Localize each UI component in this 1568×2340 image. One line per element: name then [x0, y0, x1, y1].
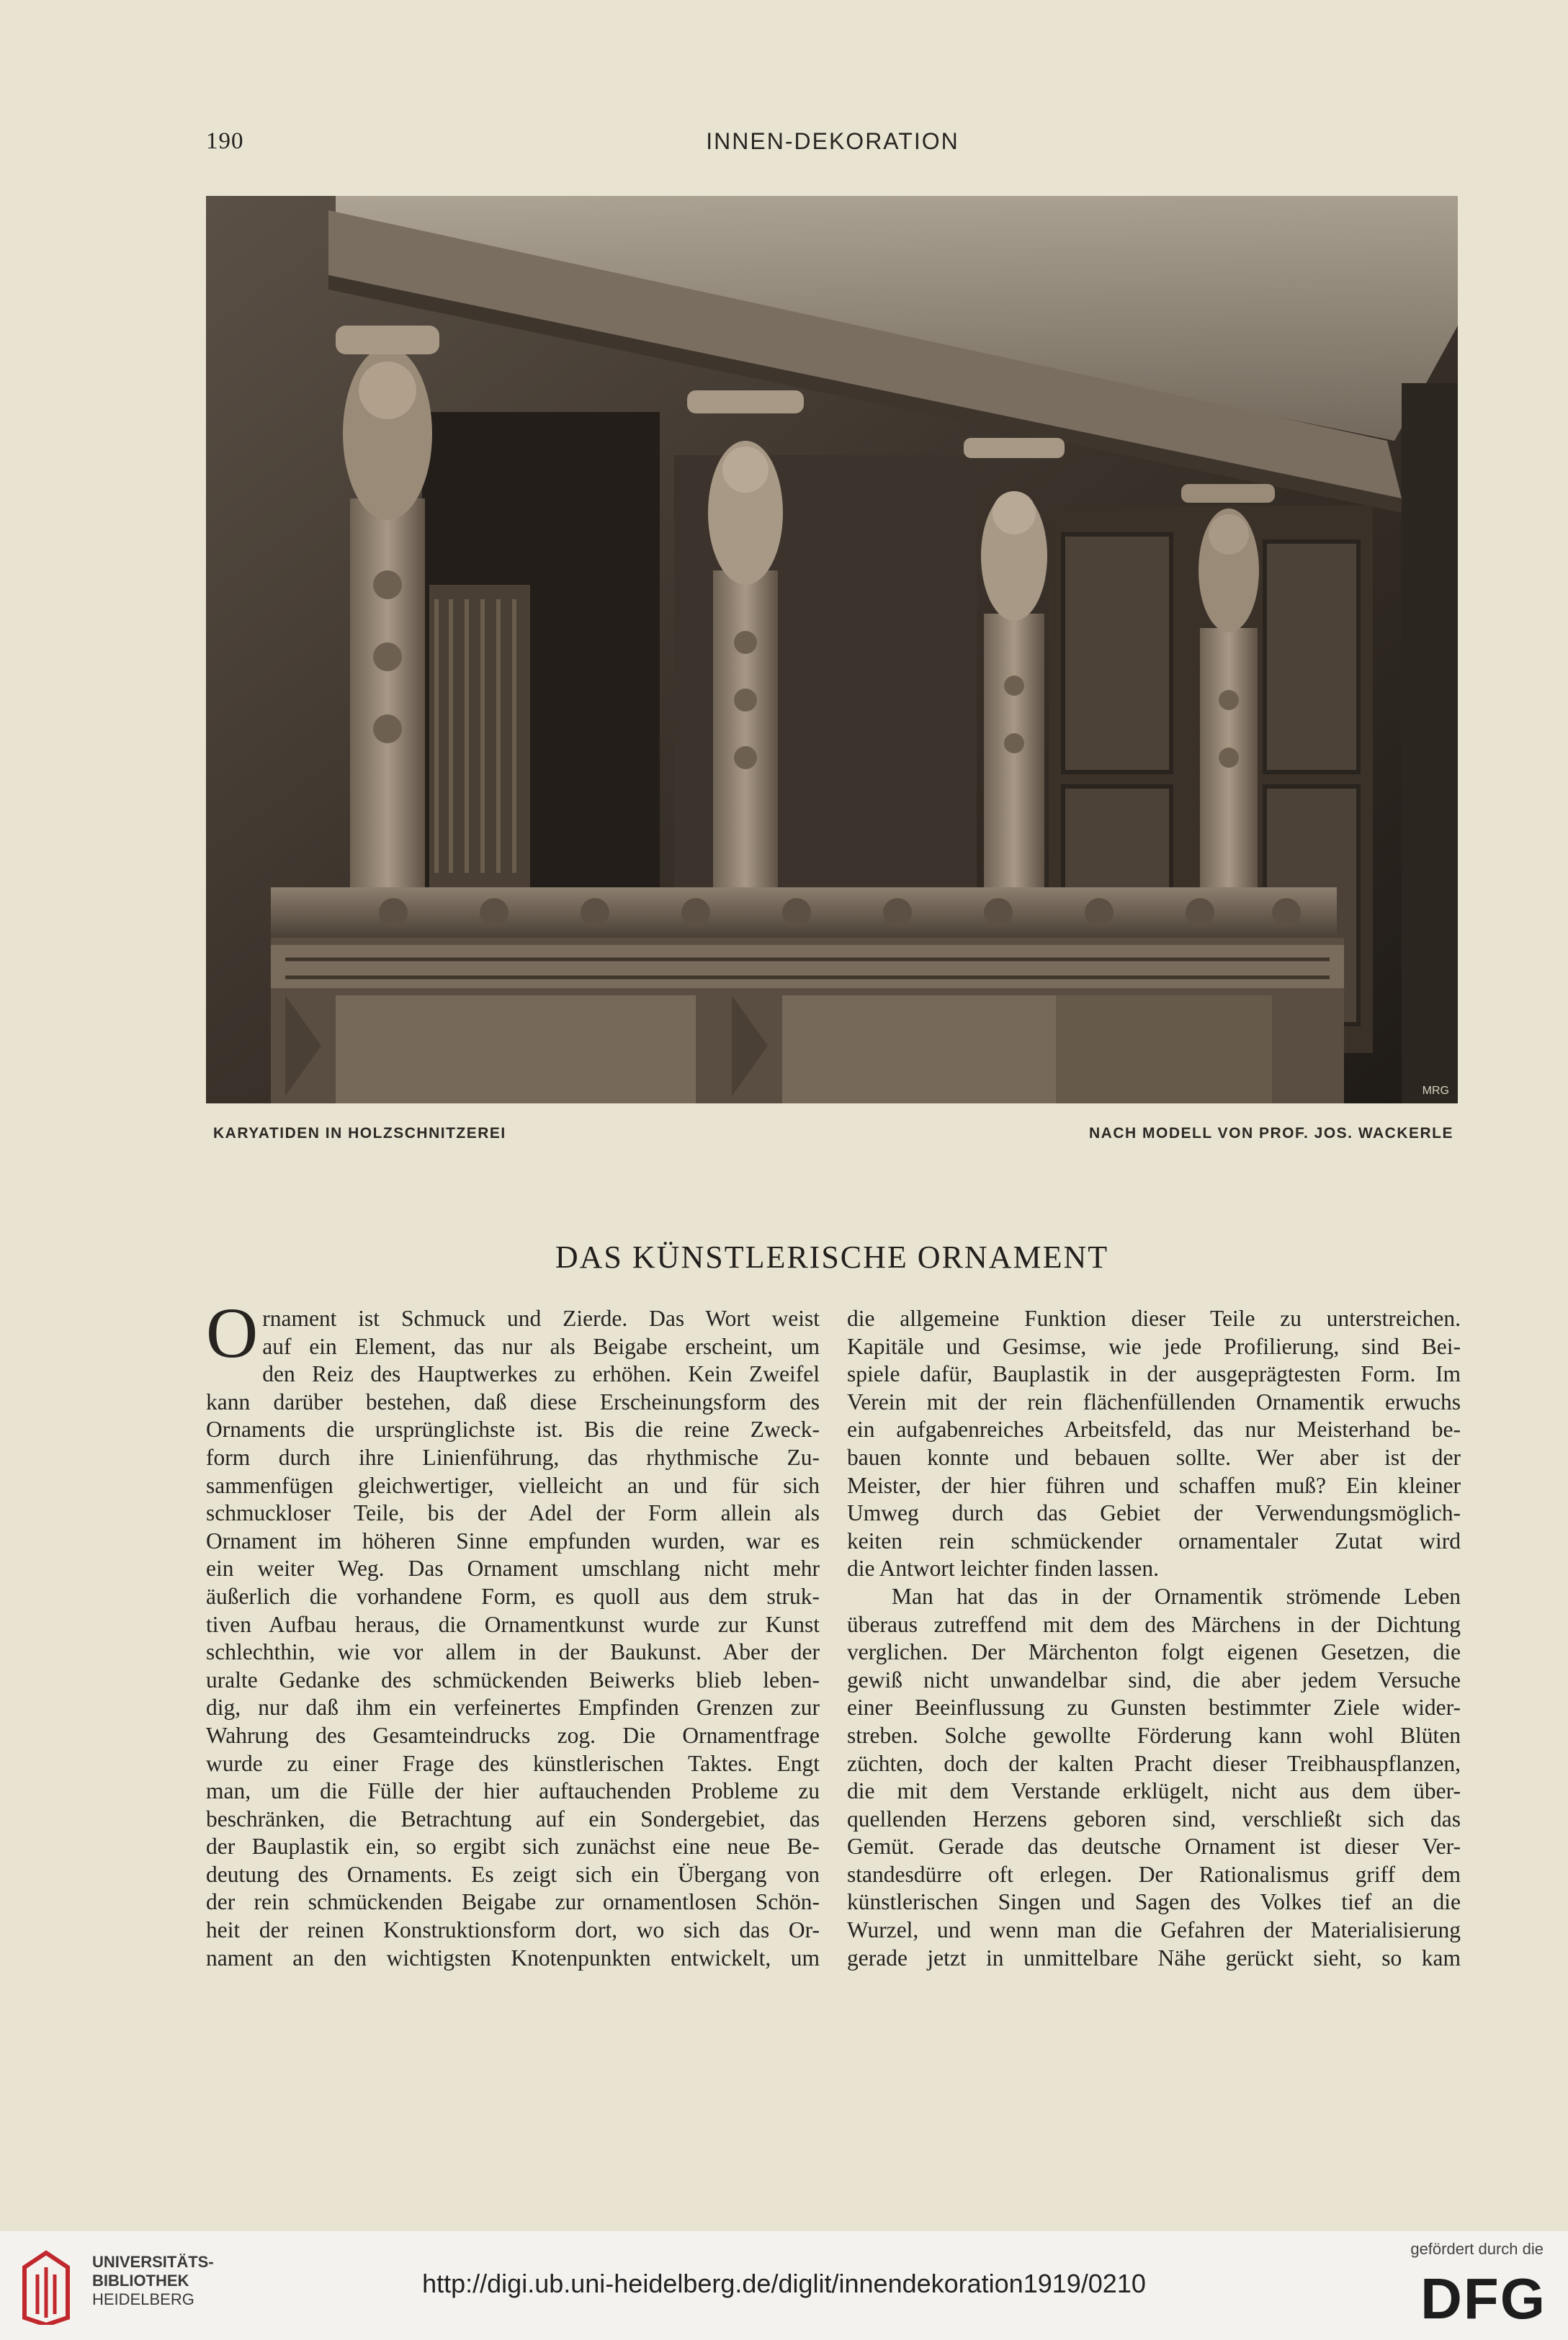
text-line: Kapitäle und Gesimse, wie jede Profilierung, sind Bei-: [847, 1333, 1461, 1359]
text-line: auf ein Element, das nur als Beigabe erscheint, um: [262, 1333, 820, 1359]
text-line: die allgemeine Funktion dieser Teile zu unterstreichen.: [847, 1306, 1461, 1331]
paragraph-3: [847, 1583, 1461, 1972]
text-line: wurde zu einer Frage des künstlerischen Taktes. Engt: [206, 1750, 820, 1776]
text-line: streben. Solche gewollte Förderung kann wohl Blüten: [847, 1722, 1461, 1748]
text-column-left: [206, 1293, 820, 1972]
text-line: sammenfügen gleichwertiger, vielleicht an und für sich: [206, 1472, 820, 1498]
library-line-3: HEIDELBERG: [92, 2290, 194, 2308]
text-line: Wahrung des Gesamteindrucks zog. Die Ornamentfrage: [206, 1722, 820, 1748]
caption-right: NACH MODELL VON PROF. JOS. WACKERLE: [1089, 1125, 1453, 1142]
permalink[interactable]: http://digi.ub.uni-heidelberg.de/diglit/innendekoration1919/0210: [422, 2269, 1146, 2298]
text-line: spiele dafür, Bauplastik in der ausgeprägtesten Form. Im: [847, 1361, 1461, 1387]
text-line: uralte Gedanke des schmückenden Beiwerks blieb leben-: [206, 1667, 820, 1693]
text-line: ein aufgabenreiches Arbeitsfeld, das nur Meisterhand be-: [847, 1417, 1461, 1443]
dropcap: O: [206, 1293, 259, 1373]
text-line: bauen konnte und bebauen sollte. Wer aber ist der: [847, 1444, 1461, 1470]
text-line: rnament ist Schmuck und Zierde. Das Wort weist: [262, 1306, 820, 1331]
text-line: Wurzel, und wenn man die Gefahren der Materialisierung: [847, 1917, 1461, 1943]
digitization-footer: [0, 2231, 1568, 2340]
text-line: Gemüt. Gerade das deutsche Ornament ist dieser Ver-: [847, 1834, 1461, 1860]
text-line: züchten, doch der kalten Pracht dieser Treibhauspflanzen,: [847, 1750, 1461, 1776]
article-title: DAS KÜNSTLERISCHE ORNAMENT: [555, 1240, 1109, 1275]
dfg-logo: DFG: [1420, 2267, 1546, 2331]
caryatid-column-1: [336, 326, 439, 909]
text-line: beschränken, die Betrachtung auf ein Sondergebiet, das: [206, 1806, 820, 1832]
paragraph-1: [206, 1293, 820, 1972]
text-line: verglichen. Der Märchenton folgt eigenen Gesetzen, die: [847, 1639, 1461, 1665]
caption-left: KARYATIDEN IN HOLZSCHNITZEREI: [213, 1125, 506, 1142]
text-column-right: [847, 1305, 1461, 1972]
text-line: Verein mit der rein flächenfüllenden Ornamentik erwuchs: [847, 1389, 1461, 1415]
text-line: Umweg durch das Gebiet der Verwendungsmöglich-: [847, 1500, 1461, 1526]
page-number: 190: [206, 128, 244, 154]
text-line: der Bauplastik ein, so ergibt sich zunächst eine neue Be-: [206, 1834, 820, 1860]
text-line: schmuckloser Teile, bis der Adel der Form allein als: [206, 1500, 820, 1526]
text-line: äußerlich die vorhandene Form, es quoll aus dem struk-: [206, 1583, 820, 1609]
text-line: nament an den wichtigsten Knotenpunkten entwickelt, um: [206, 1945, 820, 1971]
text-line: man, um die Fülle der hier auftauchenden Probleme zu: [206, 1778, 820, 1804]
text-line: keiten rein schmückender ornamentaler Zutat wird: [847, 1528, 1461, 1554]
text-line: Ornament im höheren Sinne empfunden wurden, war es: [206, 1528, 820, 1554]
text-line: gewiß nicht unwandelbar sind, die aber jedem Versuche: [847, 1667, 1461, 1693]
text-line: deutung des Ornaments. Es zeigt sich ein Übergang von: [206, 1861, 820, 1887]
library-line-1: UNIVERSITÄTS-: [92, 2253, 214, 2271]
page-header: [206, 128, 1459, 164]
text-line: gerade jetzt in unmittelbare Nähe gerückt sieht, so kam: [847, 1945, 1461, 1971]
text-line: standesdürre oft erlegen. Der Rationalismus griff dem: [847, 1861, 1461, 1887]
paragraph-2: [847, 1305, 1461, 1583]
text-line: ein weiter Weg. Das Ornament umschlang nicht mehr: [206, 1556, 820, 1582]
text-line: den Reiz des Hauptwerkes zu erhöhen. Kein Zweifel: [262, 1361, 820, 1387]
text-line: kann darüber bestehen, daß diese Erscheinungsform des: [206, 1389, 820, 1415]
text-line: heit der reinen Konstruktionsform dort, wo sich das Or-: [206, 1917, 820, 1943]
text-line: die Antwort leichter finden lassen.: [847, 1556, 1160, 1582]
text-line: künstlerischen Singen und Sagen des Volkes tief an die: [847, 1889, 1461, 1915]
photo-monogram: MRG: [1422, 1085, 1449, 1097]
caption-row: [213, 1125, 1453, 1147]
text-line: Meister, der hier führen und schaffen muß? Ein kleiner: [847, 1472, 1461, 1498]
library-line-2: BIBLIOTHEK: [92, 2272, 189, 2290]
text-line: Ornaments die ursprünglichste ist. Bis die reine Zweck-: [206, 1417, 820, 1443]
text-line: tiven Aufbau heraus, die Ornamentkunst wurde zur Kunst: [206, 1611, 820, 1637]
text-line: quellenden Herzens geboren sind, verschließt sich das: [847, 1806, 1461, 1832]
running-title: INNEN-DEKORATION: [706, 128, 959, 154]
text-line: einer Beeinflussung zu Gunsten bestimmter Ziele wider-: [847, 1695, 1461, 1721]
text-line: der rein schmückenden Beigabe zur ornamentlosen Schön-: [206, 1889, 820, 1915]
text-line: überaus zutreffend mit dem des Märchens in der Dichtung: [847, 1611, 1461, 1637]
funding-note: gefördert durch die: [1410, 2240, 1544, 2258]
text-line: dig, nur daß ihm ein verfeinertes Empfinden Grenzen zur: [206, 1695, 820, 1721]
caryatids-photo: [206, 196, 1458, 1103]
text-line: Man hat das in der Ornamentik strömende Leben: [892, 1583, 1461, 1609]
text-line: die mit dem Verstande erklügelt, nicht aus dem über-: [847, 1778, 1461, 1804]
text-line: schlechthin, wie vor allem in der Baukunst. Aber der: [206, 1639, 820, 1665]
text-line: form durch ihre Linienführung, das rhythmische Zu-: [206, 1444, 820, 1470]
